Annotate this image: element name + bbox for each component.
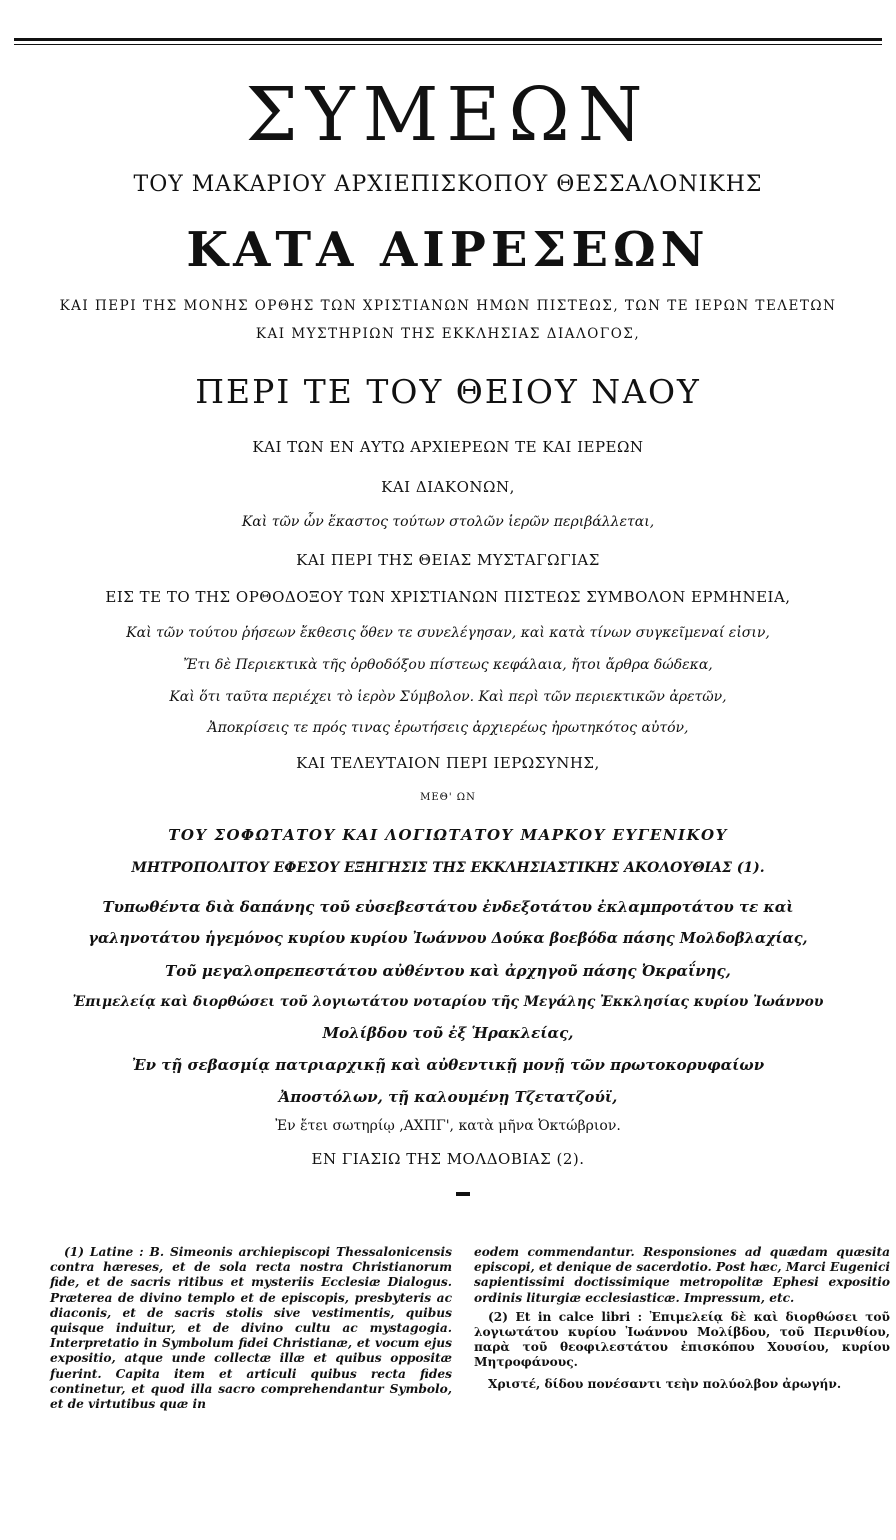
- body-line: ΚΑΙ ΔΙΑΚΟΝΩΝ,: [381, 478, 515, 496]
- body-line: Ἐπιμελείᾳ καὶ διορθώσει τοῦ λογιωτάτου νοταρίου τῆς Μεγάλης Ἐκκλησίας κυρίου Ἰωάννου: [72, 994, 824, 1010]
- footnote-1-continued: eodem commendantur. Responsiones ad quædam quæsita episcopi, et denique de sacerdotio. Post hæc, Marci Eugenici sapientissimi doctissimique metropolitæ Ephesi expositio ordinis liturgiæ ecclesiasticæ. Impressum, etc.: [474, 1245, 890, 1305]
- body-line: Ἐν ἔτει σωτηρίῳ ,ΑΧΠΓ', κατὰ μῆνα Ὀκτώβριον.: [275, 1118, 621, 1134]
- body-line: ΜΗΤΡΟΠΟΛΙΤΟΥ ΕΦΕΣΟΥ ΕΞΗΓΗΣΙΣ ΤΗΣ ΕΚΚΛΗΣΙΑΣΤΙΚΗΣ ΑΚΟΛΟΥΘΙΑΣ (1).: [131, 860, 765, 876]
- body-line: Ἀποστόλων, τῇ καλουμένῃ Τζετατζούϊ,: [278, 1088, 618, 1106]
- body-line: γαληνοτάτου ἡγεμόνος κυρίου κυρίου Ἰωάννου Δούκα βοεβόδα πάσης Μολδοβλαχίας,: [88, 930, 808, 947]
- body-line: Μολίβδου τοῦ ἐξ Ἡρακλείας,: [322, 1024, 574, 1042]
- section-title: ΠΕΡΙ ΤΕ ΤΟΥ ΘΕΙΟΥ ΝΑΟΥ: [195, 372, 701, 411]
- body-line: ΚΑΙ ΠΕΡΙ ΤΗΣ ΘΕΙΑΣ ΜΥΣΤΑΓΩΓΙΑΣ: [296, 551, 600, 569]
- body-line: Ἐν τῇ σεβασμίᾳ πατριαρχικῇ καὶ αὐθεντικῇ μονῇ τῶν πρωτοκορυφαίων: [131, 1056, 765, 1074]
- footnote-left-column: [50, 1245, 452, 1412]
- closing-line: Χριστέ, δίδου πονέσαντι τεὴν πολύολβον ἀρωγήν.: [488, 1376, 842, 1391]
- author-line: ΤΟΥ ΜΑΚΑΡΙΟΥ ΑΡΧΙΕΠΙΣΚΟΠΟΥ ΘΕΣΣΑΛΟΝΙΚΗΣ: [133, 172, 763, 197]
- work-title: ΚΑΤΑ ΑΙΡΕΣΕΩΝ: [186, 222, 710, 278]
- top-rule-thick: [14, 38, 882, 41]
- body-line: Καὶ τῶν ὧν ἕκαστος τούτων στολῶν ἱερῶν περιβάλλεται,: [241, 514, 655, 530]
- top-rule-thin: [14, 44, 882, 45]
- body-line: ΚΑΙ ΤΕΛΕΥΤΑΙΟΝ ΠΕΡΙ ΙΕΡΩΣΥΝΗΣ,: [296, 754, 600, 772]
- body-line: Ἔτι δὲ Περιεκτικὰ τῆς ὀρθοδόξου πίστεως κεφάλαια, ἤτοι ἄρθρα δώδεκα,: [183, 657, 713, 673]
- body-line: ΜΕΘ' ΩΝ: [420, 792, 476, 803]
- footnote-right-column: [474, 1245, 890, 1392]
- body-line: Καὶ ὅτι ταῦτα περιέχει τὸ ἱερὸν Σύμβολον. Καὶ περὶ τῶν περιεκτικῶν ἀρετῶν,: [169, 689, 727, 705]
- footnote-2: (2) Et in calce libri : Ἐπιμελείᾳ δὲ καὶ διορθώσει τοῦ λογιωτάτου κυρίου Ἰωάννου Μολίβδου, τοῦ Περινθίου, παρὰ τοῦ θεοφιλεστάτου ἐπισκόπου Χουσίου, κυρίου Μητροφάνους.: [474, 1309, 890, 1370]
- body-line: Ἀποκρίσεις τε πρός τινας ἐρωτήσεις ἀρχιερέως ἠρωτηκότος αὐτόν,: [207, 720, 689, 736]
- body-line: ΤΟΥ ΣΟΦΩΤΑΤΟΥ ΚΑΙ ΛΟΓΙΩΤΑΤΟΥ ΜΑΡΚΟΥ ΕΥΓΕΝΙΚΟΥ: [168, 826, 728, 844]
- body-line: Καὶ τῶν τούτου ῥήσεων ἔκθεσις ὅθεν τε συνελέγησαν, καὶ κατὰ τίνων συγκεῖμεναί εἰσιν,: [126, 625, 770, 641]
- separator-dash: [456, 1192, 470, 1196]
- subtitle-line-2: ΚΑΙ ΜΥΣΤΗΡΙΩΝ ΤΗΣ ΕΚΚΛΗΣΙΑΣ ΔΙΑΛΟΓΟΣ,: [255, 326, 641, 342]
- body-line: Τυπωθέντα διὰ δαπάνης τοῦ εὐσεβεστάτου ἐνδεξοτάτου ἐκλαμπροτάτου τε καὶ: [102, 898, 794, 916]
- body-line: Τοῦ μεγαλοπρεπεστάτου αὐθέντου καὶ ἀρχηγοῦ πάσης Ὀκραΐνης,: [165, 962, 731, 980]
- footnote-1: (1) Latine : B. Simeonis archiepiscopi Thessalonicensis contra hæreses, et de sola recta nostra Christianorum fide, et de sacris ritibus et mysteriis Ecclesiæ Dialogus. Præterea de divino templo et de episcopis, presbyteris ac diaconis, et de sacris stolis sive vestimentis, quibus quisque induitur, et de divino cultu ac mystagogia. Interpretatio in Symbolum fidei Christianæ, et vocum ejus expositio, atque unde collectæ illæ et quibus oppositæ fuerint. Capita item et articuli quibus recta fides continetur, et quod illa sacro comprehendantur Symbolo, et de virtutibus quæ in: [50, 1245, 452, 1412]
- subtitle-line-1: ΚΑΙ ΠΕΡΙ ΤΗΣ ΜΟΝΗΣ ΟΡΘΗΣ ΤΩΝ ΧΡΙΣΤΙΑΝΩΝ ΗΜΩΝ ΠΙΣΤΕΩΣ, ΤΩΝ ΤΕ ΙΕΡΩΝ ΤΕΛΕΤΩΝ: [59, 298, 837, 314]
- body-line: ΚΑΙ ΤΩΝ ΕΝ ΑΥΤΩ ΑΡΧΙΕΡΕΩΝ ΤΕ ΚΑΙ ΙΕΡΕΩΝ: [252, 438, 644, 456]
- imprint-line: ΕΝ ΓΙΑΣΙΩ ΤΗΣ ΜΟΛΔΟΒΙΑΣ (2).: [311, 1150, 585, 1168]
- body-line: ΕΙΣ ΤΕ ΤΟ ΤΗΣ ΟΡΘΟΔΟΞΟΥ ΤΩΝ ΧΡΙΣΤΙΑΝΩΝ ΠΙΣΤΕΩΣ ΣΥΜΒΟΛΟΝ ΕΡΜΗΝΕΙΑ,: [105, 588, 791, 606]
- page-title: ΣΥΜΕΩΝ: [245, 72, 651, 158]
